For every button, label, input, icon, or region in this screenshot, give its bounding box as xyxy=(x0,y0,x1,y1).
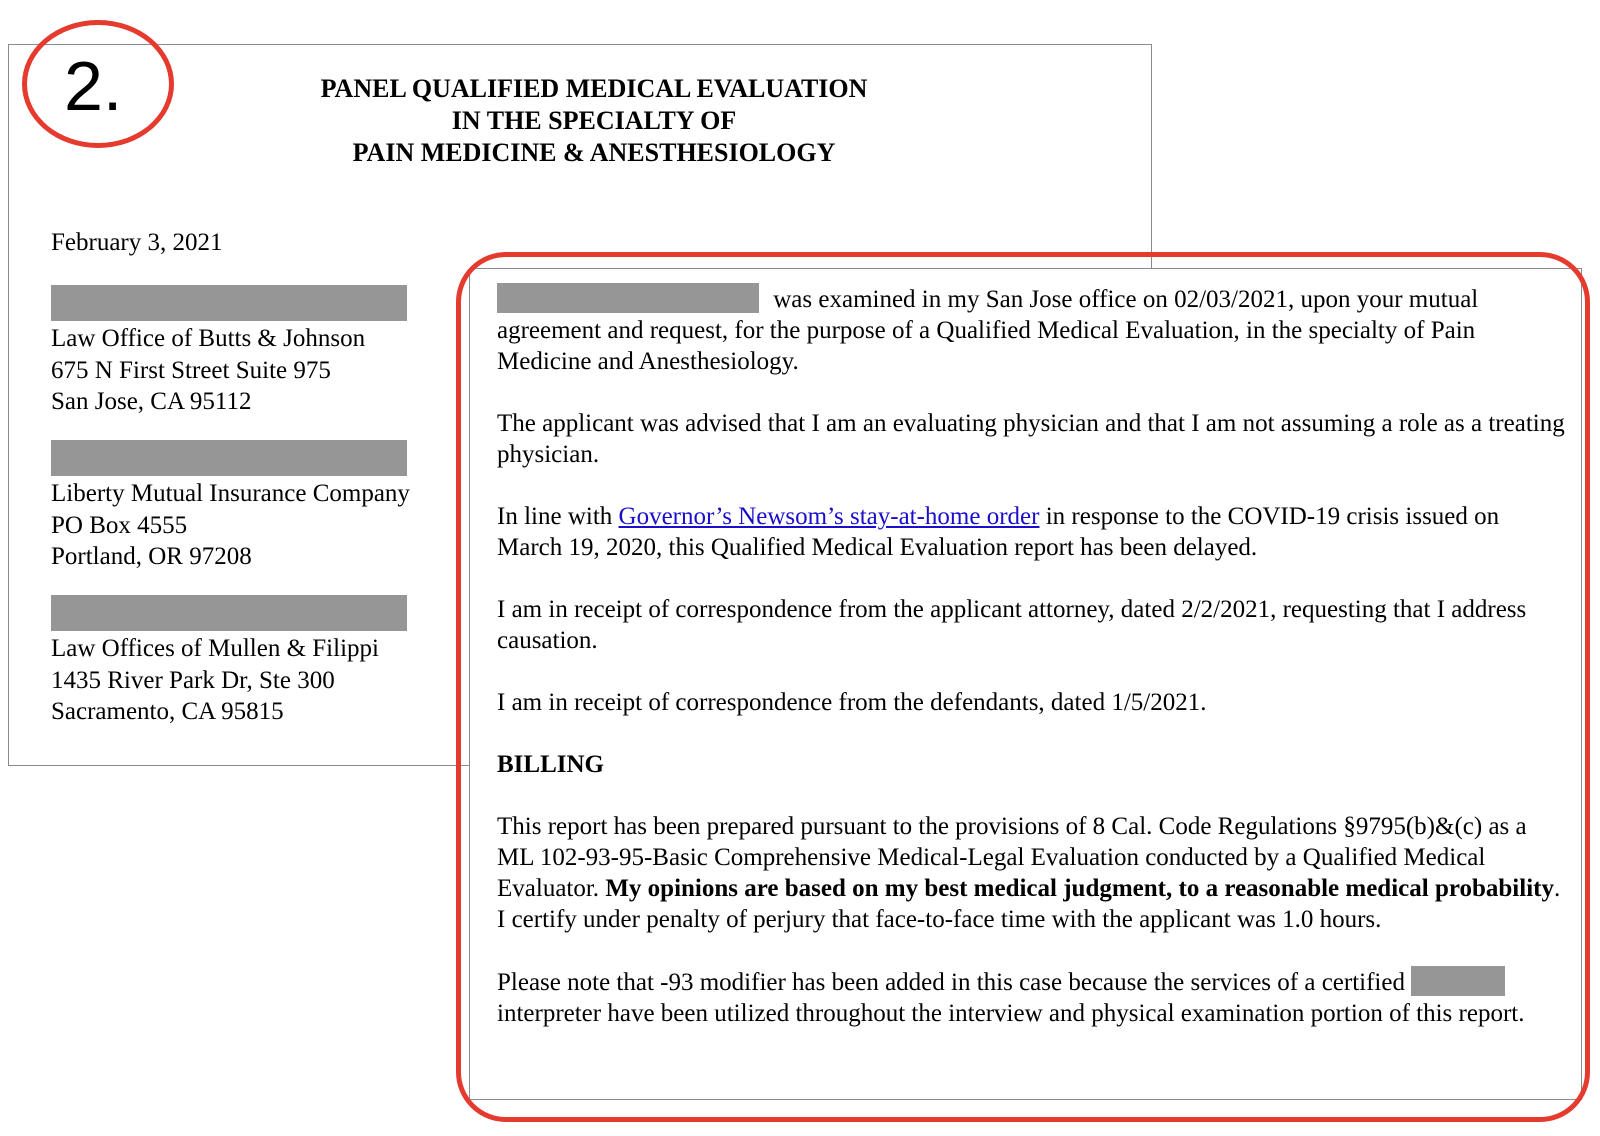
report-title-line-3: PAIN MEDICINE & ANESTHESIOLOGY xyxy=(352,138,836,167)
recipient-line: Sacramento, CA 95815 xyxy=(51,698,284,725)
paragraph-text: interpreter have been utilized throughout the interview and physical examination portion of this report. xyxy=(497,1000,1525,1027)
redacted-name xyxy=(51,285,407,321)
paragraph-bold-text: My opinions are based on my best medical judgment, to a reasonable medical probability xyxy=(605,875,1554,902)
stay-at-home-order-link[interactable]: Governor’s Newsom’s stay-at-home order xyxy=(618,503,1040,530)
recipient-line: Law Office of Butts & Johnson xyxy=(51,325,366,352)
paragraph-applicant-correspondence: I am in receipt of correspondence from the applicant attorney, dated 2/2/2021, requesting that I address causation. xyxy=(497,596,1527,654)
recipient-line: Liberty Mutual Insurance Company xyxy=(51,480,410,507)
recipient-block-1 xyxy=(51,285,407,418)
highlight-rounded-rectangle xyxy=(456,252,1590,1122)
redacted-name xyxy=(51,595,407,631)
billing-heading: BILLING xyxy=(497,751,604,778)
letter-date: February 3, 2021 xyxy=(51,229,223,256)
recipient-line: Law Offices of Mullen & Filippi xyxy=(51,635,379,662)
paragraph-defendant-correspondence: I am in receipt of correspondence from the defendants, dated 1/5/2021. xyxy=(497,689,1207,716)
report-title-line-1: PANEL QUALIFIED MEDICAL EVALUATION xyxy=(320,74,868,103)
paragraph-text: . I certify under penalty of perjury that face-to-face time with the applicant was 1.0 hours. xyxy=(497,875,1561,933)
report-title xyxy=(9,73,1179,169)
paragraph-text: In line with xyxy=(497,503,619,530)
recipient-line: Portland, OR 97208 xyxy=(51,543,252,570)
paragraph-text: Please note that -93 modifier has been added in this case because the services of a certified xyxy=(497,969,1412,996)
recipient-block-3 xyxy=(51,595,407,728)
recipient-line: 675 N First Street Suite 975 xyxy=(51,356,331,384)
recipient-line: San Jose, CA 95112 xyxy=(51,388,252,415)
report-title-line-2: IN THE SPECIALTY OF xyxy=(451,106,737,135)
recipient-block-2 xyxy=(51,440,410,573)
paragraph-text: in response to the COVID-19 crisis issued on March 19, 2020, this Qualified Medical Evaluation report has been delayed. xyxy=(497,503,1500,561)
paragraph-text: was examined in my San Jose office on 02/03/2021, upon your mutual agreement and request, for the purpose of a Qualified Medical Evaluation, in the specialty of Pain Medicine and Anesthesiology. xyxy=(497,286,1479,375)
paragraph-text: This report has been prepared pursuant to the provisions of 8 Cal. Code Regulations §9795(b)&(c) as a ML 102-93-95-Basic Comprehensive Medical-Legal Evaluation conducted by a Qualified Medical Evaluator. xyxy=(497,813,1527,902)
step-number-label: 2. xyxy=(64,47,123,125)
paragraph-role: The applicant was advised that I am an evaluating physician and that I am not assuming a role as a treating physician. xyxy=(497,410,1565,468)
redacted-name xyxy=(51,440,407,476)
recipient-line: PO Box 4555 xyxy=(51,511,188,539)
recipient-line: 1435 River Park Dr, Ste 300 xyxy=(51,666,335,694)
